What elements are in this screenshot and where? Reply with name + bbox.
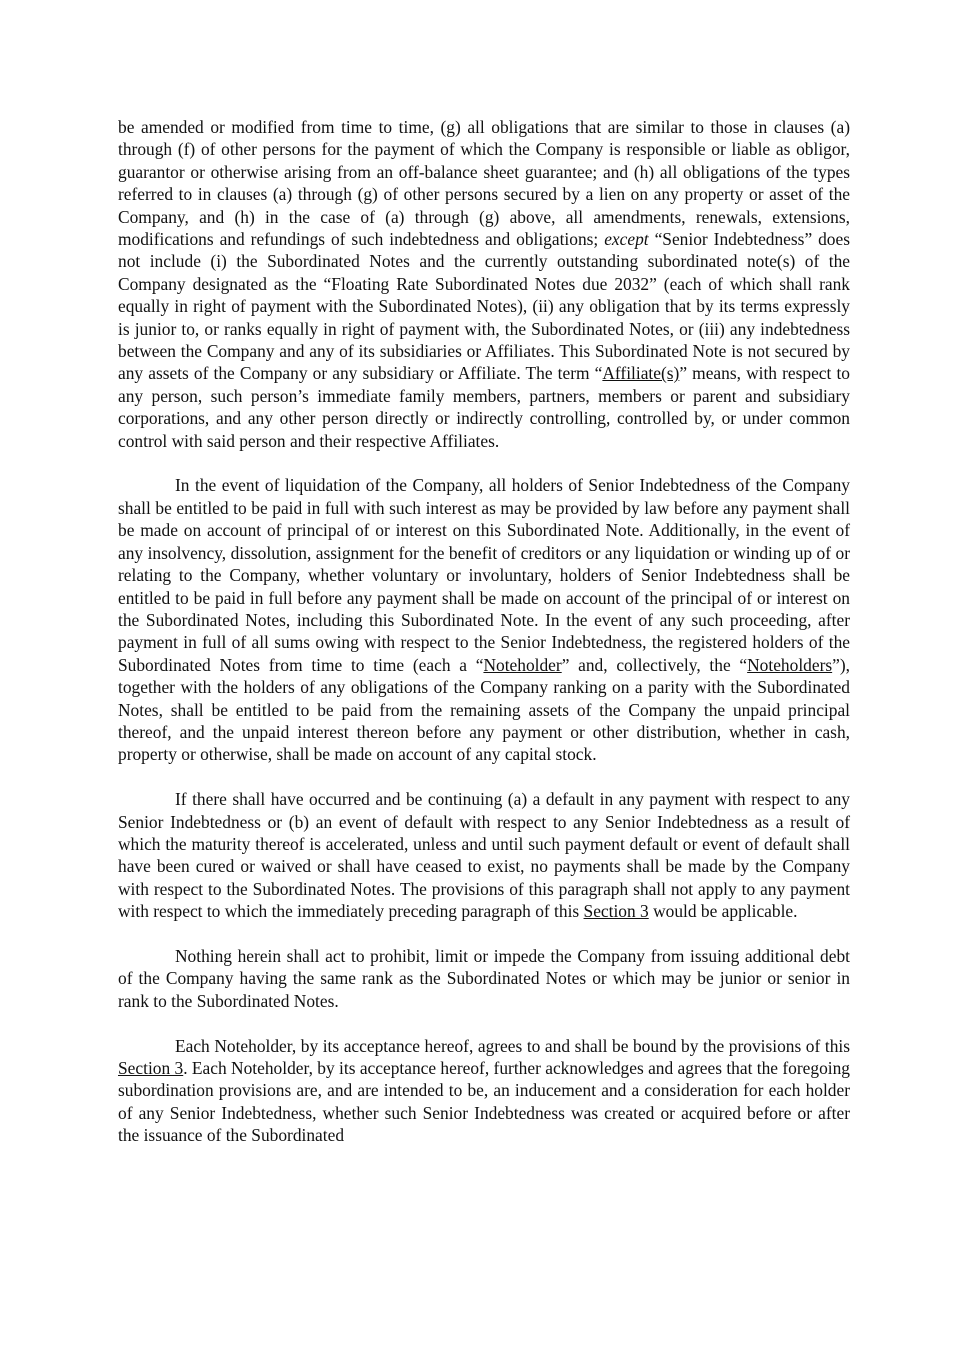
text-run: ”), together with the holders of any obligations of the Company ranking on a parity with the Subordinated Notes, shall be entitled to be paid from the remaining assets of the Company the unpaid principal thereof, and the unpaid interest thereon before any payment or other distribution, whether in cash, property or otherwise, shall be made on account of any capital stock.	[118, 654, 850, 765]
text-run: would be applicable.	[648, 901, 798, 922]
text-run: ” and, collectively, the “	[561, 654, 748, 675]
paragraph-additional-debt	[118, 945, 850, 1012]
text-run: be amended or modified from time to time, (g) all obligations that are similar to those in clauses (a) through (f) of other persons for the payment of which the Company is responsible or liable as obligor, guarantor or otherwise arising from an off-balance sheet guarantee; and (h) all obligations of the types referred to in clauses (a) through (g) of other persons secured by a lien on any property or asset of the Company, and (h) in the case of (a) through (g) above, all amendments, renewals, extensions, modifications and refundings of such indebtedness and obligations;	[118, 117, 850, 250]
text-run: ” means, with respect to any person, such person’s immediate family members, partners, members or parent and subsidiary corporations, and any other person directly or indirectly controlling, controlled by, or under common control with said person and their respective Affiliates.	[118, 363, 850, 451]
text-run: “Senior Indebtedness” does not include (i) the Subordinated Notes and the currently outstanding subordinated note(s) of the Company designated as the “Floating Rate Subordinated Notes due 2032” (each of which shall rank equally in right of payment with the Subordinated Notes), (ii) any obligation that by its terms expressly is junior to, or ranks equally in right of payment with, the Subordinated Notes, or (iii) any indebtedness between the Company and any of its subsidiaries or Affiliates. This Subordinated Note is not secured by any assets of the Company or any subsidiary or Affiliate. The term “	[118, 229, 850, 384]
text-run-italic: except	[604, 229, 649, 250]
defined-term-affiliates: Affiliate(s)	[602, 363, 680, 384]
text-run: . Each Noteholder, by its acceptance hereof, further acknowledges and agrees that the foregoing subordination provisions are, and are intended to be, an inducement and a consideration for each holder of any Senior Indebtedness, whether such Senior Indebtedness was created or acquired before or after the issuance of the Subordinated	[118, 1058, 850, 1146]
paragraph-default	[118, 788, 850, 922]
paragraph-senior-indebtedness-definition	[118, 116, 850, 452]
section-reference: Section 3	[118, 1058, 184, 1078]
defined-term-noteholder: Noteholder	[483, 654, 562, 675]
paragraph-liquidation	[118, 474, 850, 765]
text-run: Each Noteholder, by its acceptance hereof, agrees to and shall be bound by the provisions of this	[175, 1035, 850, 1056]
defined-term-noteholders: Noteholders	[747, 654, 833, 675]
document-page	[118, 116, 850, 1169]
text-run: If there shall have occurred and be continuing (a) a default in any payment with respect to any Senior Indebtedness or (b) an event of default with respect to any Senior Indebtedness as a result of which the maturity thereof is accelerated, unless and until such payment default or event of default shall have been cured or waived or shall have ceased to exist, no payments shall be made by the Company with respect to the Subordinated Notes. The provisions of this paragraph shall not apply to any payment with respect to which the immediately preceding paragraph of this	[118, 789, 850, 922]
section-reference: Section 3	[583, 901, 649, 922]
text-run: Nothing herein shall act to prohibit, limit or impede the Company from issuing additional debt of the Company having the same rank as the Subordinated Notes or which may be junior or senior in rank to the Subordinated Notes.	[118, 945, 850, 1011]
paragraph-noteholder-acceptance	[118, 1035, 850, 1147]
text-run: In the event of liquidation of the Company, all holders of Senior Indebtedness of the Company shall be entitled to be paid in full with such interest as may be provided by law before any payment shall be made on account of principal of or interest on this Subordinated Note. Additionally, in the event of any insolvency, dissolution, assignment for the benefit of creditors or any liquidation or winding up of or relating to the Company, whether voluntary or involuntary, holders of Senior Indebtedness shall be entitled to be paid in full before any payment shall be made on account of the principal of or interest on the Subordinated Notes, including this Subordinated Note. In the event of any such proceeding, after payment in full of all sums owing with respect to the Senior Indebtedness, the registered holders of the Subordinated Notes from time to time (each a “	[118, 475, 850, 675]
